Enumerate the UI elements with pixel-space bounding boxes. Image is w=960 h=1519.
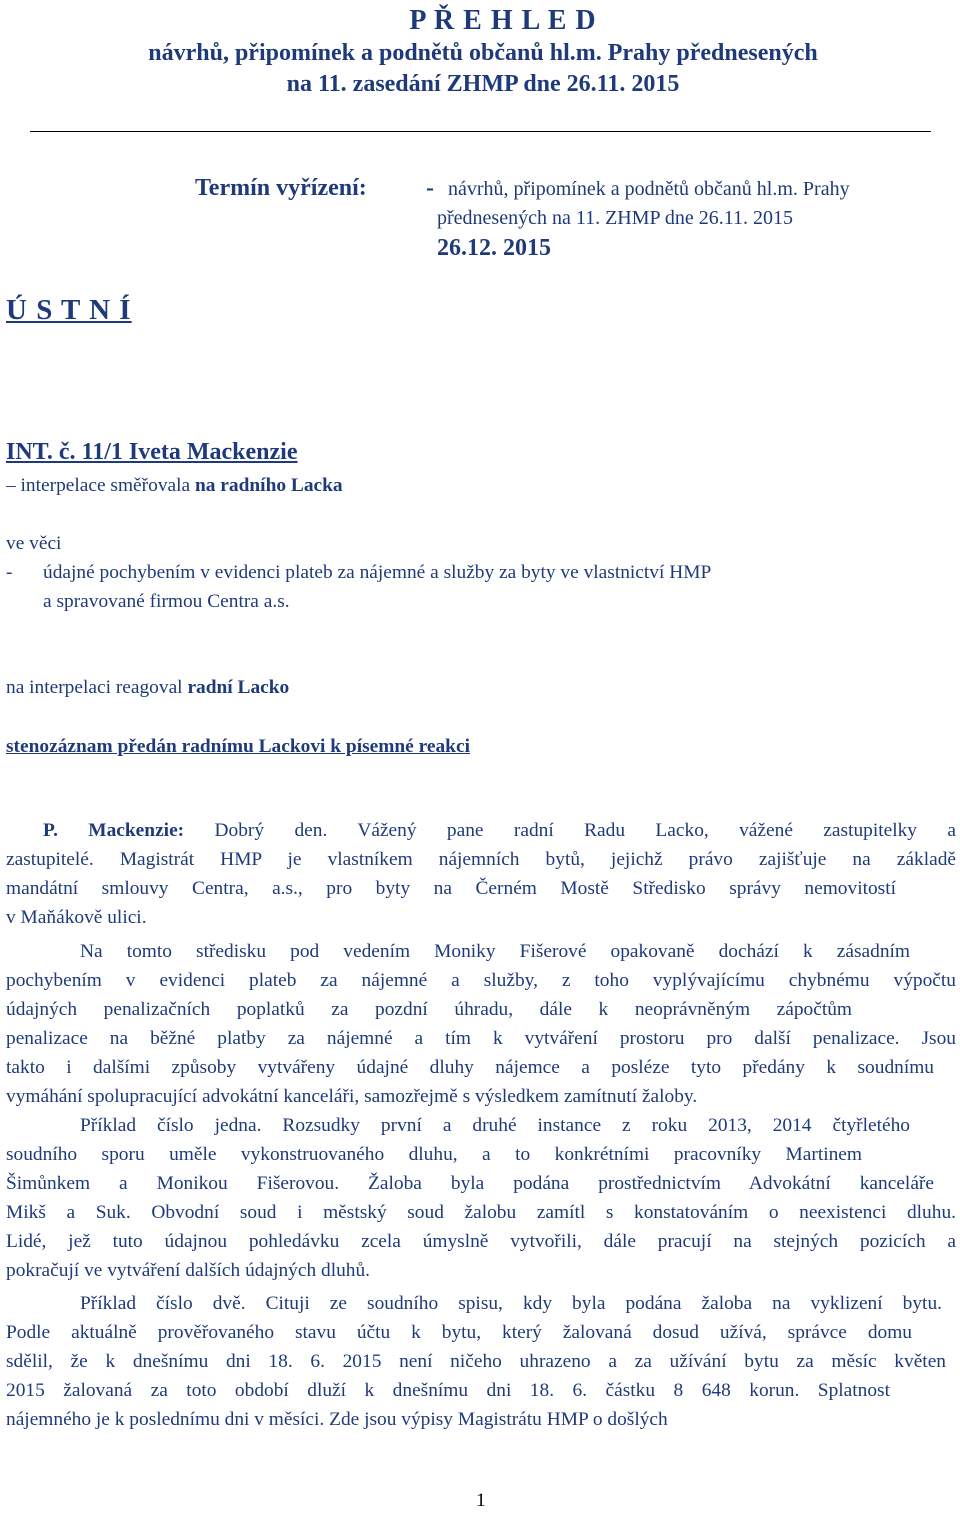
transcript-p3-line3: Šimůnkem a Monikou Fišerovou. Žaloba byla podána prostřednictvím Advokátní kanceláře	[6, 1173, 934, 1194]
document-header	[0, 4, 960, 100]
interpellation-number: INT. č. 11/1 Iveta Mackenzie	[6, 439, 298, 465]
transcript-note: stenozáznam předán radnímu Lackovi k písemné reakci	[6, 736, 470, 757]
transcript-p2-line5: takto i dalšími způsoby vytvářeny údajné dluhy nájemce a posléze tyto předány k soudnímu	[6, 1057, 934, 1078]
transcript-p2-line4: penalizace na běžné platby za nájemné a tím k vytváření prostoru pro další penalizace. Jsou	[6, 1028, 956, 1049]
deadline-desc-line1: návrhů, připomínek a podnětů občanů hl.m. Prahy	[448, 178, 850, 200]
response-line	[6, 674, 289, 703]
deadline-desc-line2: přednesených na 11. ZHMP dne 26.11. 2015	[437, 207, 794, 229]
transcript-p3-line2: soudního sporu uměle vykonstruovaného dluhu, a to konkrétními pracovníky Martinem	[6, 1144, 862, 1165]
section-label: Ú S T N Í	[6, 294, 132, 326]
transcript-p2-line3: údajných penalizačních poplatků za pozdní úhradu, dále k neoprávněným zápočtům	[6, 999, 852, 1020]
response-who: radní Lacko	[187, 677, 290, 698]
subject-intro: ve věci	[6, 533, 62, 554]
transcript-p2-line1: Na tomto středisku pod vedením Moniky Fišerové opakovaně dochází k zásadním	[80, 941, 910, 962]
transcript-p4-line1: Příklad číslo dvě. Cituji ze soudního spisu, kdy byla podána žaloba na vyklizení bytu.	[80, 1293, 942, 1314]
transcript-line-1	[43, 817, 956, 846]
header-divider	[30, 131, 931, 132]
transcript-p4-line4: 2015 žalovaná za toto období dluží k dnešnímu dni 18. 6. částku 8 648 korun. Splatnost	[6, 1380, 890, 1401]
transcript-p4-line2: Podle aktuálně prověřovaného stavu účtu k bytu, který žalovaná dosud užívá, správce domu	[6, 1322, 912, 1343]
transcript-p2-line6: vymáhání spolupracující advokátní kanceláři, samozřejmě s výsledkem zamítnutí žaloby.	[6, 1086, 698, 1107]
document-subtitle-line2: na 11. zasedání ZHMP dne 26.11. 2015	[286, 71, 680, 97]
transcript-p1-line1: Dobrý den. Vážený pane radní Radu Lacko, vážené zastupitelky a	[214, 820, 956, 841]
subject-dash: -	[6, 562, 13, 583]
speaker-name: P. Mackenzie:	[43, 820, 185, 841]
transcript-p1-line4: v Maňákově ulici.	[6, 907, 147, 928]
transcript-p3-line1: Příklad číslo jedna. Rozsudky první a druhé instance z roku 2013, 2014 čtyřletého	[80, 1115, 910, 1136]
transcript-p3-line4: Mikš a Suk. Obvodní soud i městský soud žalobu zamítl s konstatováním o neexistenci dluhu.	[6, 1202, 956, 1223]
transcript-p2-line2: pochybením v evidenci plateb za nájemné a služby, z toho vyplývajícímu chybnému výpočtu	[6, 970, 956, 991]
document-title: P Ř E H L E D	[409, 5, 597, 36]
document-subtitle-line1: návrhů, připomínek a podnětů občanů hl.m. Prahy přednesených	[148, 40, 818, 66]
interpellation-directed-prefix: – interpelace směřovala	[6, 475, 191, 496]
transcript-p4-line5: nájemného je k poslednímu dni v měsíci. Zde jsou výpisy Magistrátu HMP o došlých	[6, 1409, 668, 1430]
subject-line2: a spravované firmou Centra a.s.	[43, 591, 290, 612]
transcript-p3-line6: pokračují ve vytváření dalších údajných dluhů.	[6, 1260, 371, 1281]
interpellation-directed	[6, 472, 343, 501]
interpellation-target: na radního Lacka	[194, 475, 343, 496]
transcript-p1-line3: mandátní smlouvy Centra, a.s., pro byty na Černém Mostě Středisko správy nemovitostí	[6, 878, 896, 899]
deadline-label: Termín vyřízení:	[195, 175, 367, 201]
page-number: 1	[476, 1490, 486, 1511]
deadline-date: 26.12. 2015	[437, 235, 551, 261]
deadline-dash: -	[426, 175, 434, 201]
transcript-p4-line3: sdělil, že k dnešnímu dni 18. 6. 2015 není ničeho uhrazeno a za užívání bytu za měsíc květen	[6, 1351, 946, 1372]
response-prefix: na interpelaci reagoval	[6, 677, 183, 698]
subject-line1: údajné pochybením v evidenci plateb za nájemné a služby za byty ve vlastnictví HMP	[43, 562, 712, 583]
transcript-p3-line5: Lidé, jež tuto údajnou pohledávku zcela úmyslně vytvořili, dále pracují na stejných pozicích a	[6, 1231, 956, 1252]
transcript-p1-line2: zastupitelé. Magistrát HMP je vlastníkem nájemních bytů, jejichž právo zajišťuje na základě	[6, 849, 956, 870]
